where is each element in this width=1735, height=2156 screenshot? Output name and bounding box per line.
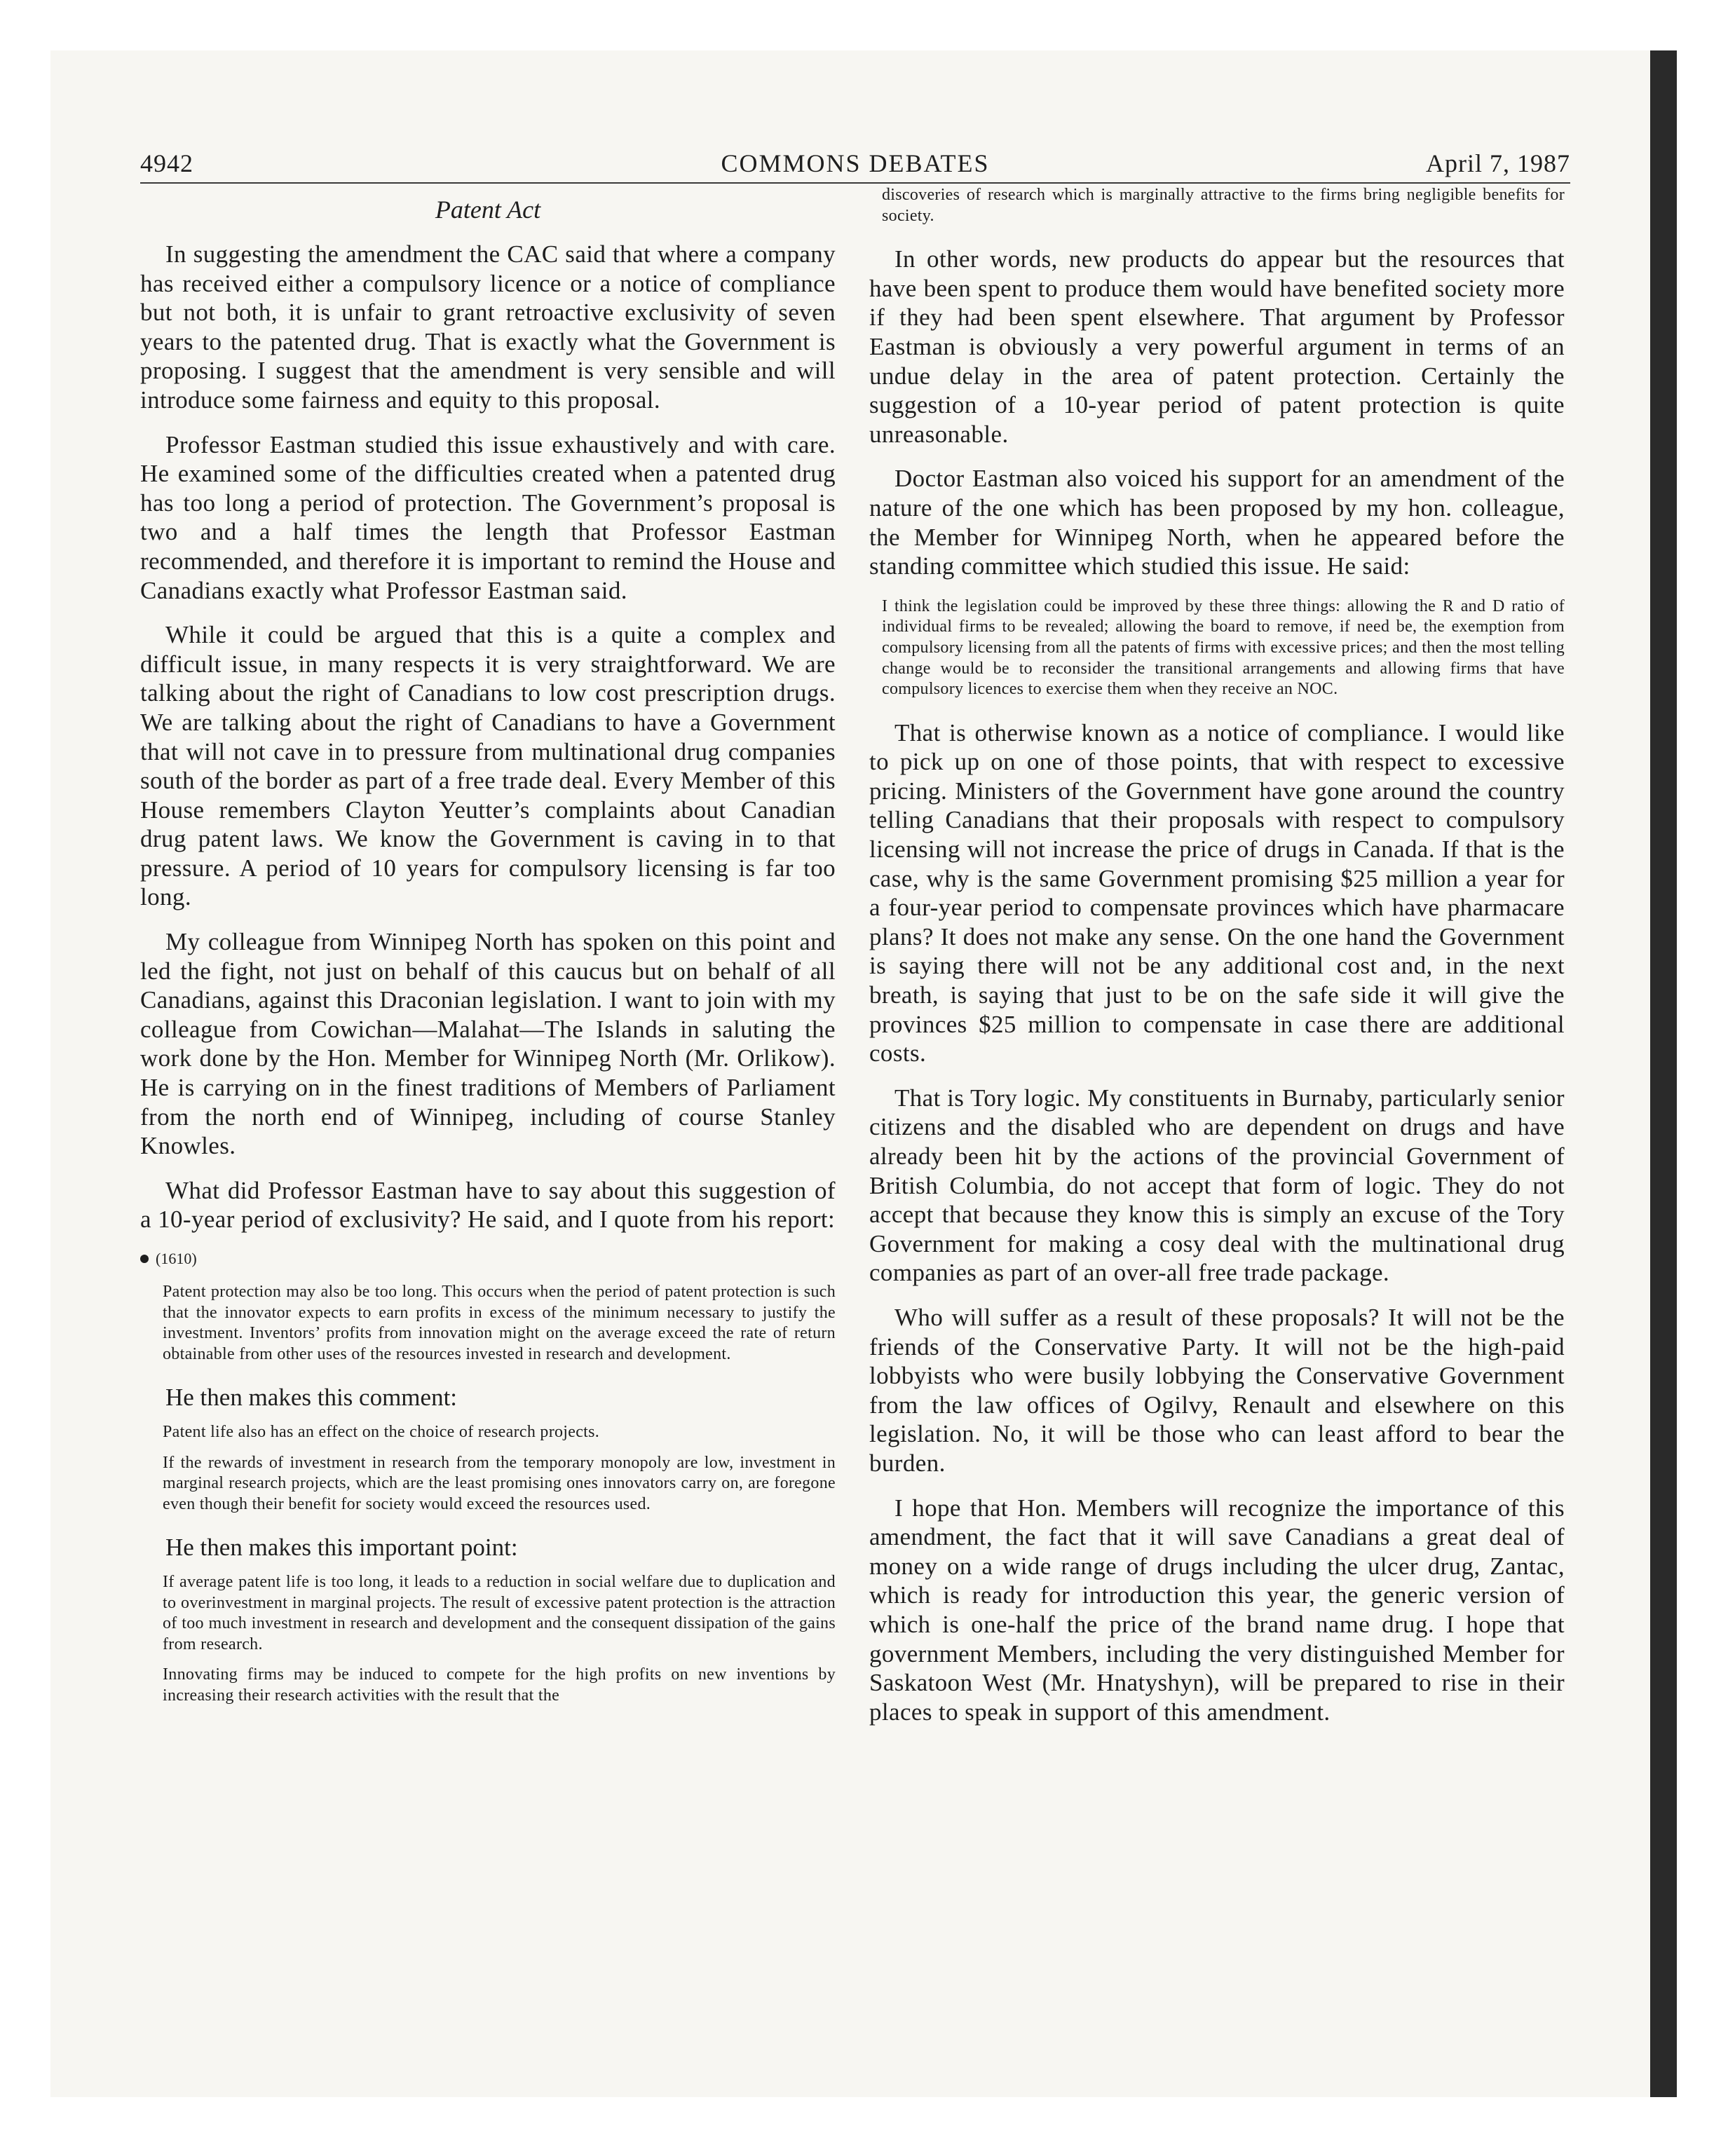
lead-in: He then makes this comment:: [165, 1384, 458, 1412]
paragraph: That is Tory logic. My constituents in Burnaby, particularly senior citizens and the disabled who are dependent on drugs and have already been hit by the actions of the provincial Government of British Columbia, do not accept that form of logic. They do not accept that because they know this is simply an excuse of the Tory Government for making a cosy deal with the multinational drug companies as part of an over-all free trade package.: [869, 1084, 1565, 1287]
paragraph: In suggesting the amendment the CAC said that where a company has received either a compulsory licence or a notice of compliance but not both, it is unfair to grant retroactive exclusivity of seven years to the patented drug. That is exactly what the Government is proposing. I suggest that the amendment is very sensible and will introduce some fairness and equity to this proposal.: [140, 240, 836, 414]
block-quote-continued: [869, 185, 1565, 226]
block-quote: [140, 1422, 836, 1515]
paragraph: I hope that Hon. Members will recognize the importance of this amendment, the fact that it will save Canadians a great deal of money on a wide range of drugs including the ulcer drug, Zantac, which is ready for introduction this year, the generic version of which is one-half the price of the brand name drug. I hope that government Members, including the very distinguished Member for Saskatoon West (Mr. Hnatyshyn), will be prepared to rise in their places to speak in support of this amendment.: [869, 1494, 1565, 1726]
bullet-icon: [140, 1255, 149, 1263]
quote-paragraph: Patent life also has an effect on the choice of research projects.: [163, 1422, 600, 1441]
paragraph: My colleague from Winnipeg North has spoken on this point and led the fight, not just on behalf of this caucus but on behalf of all Canadians, against this Draconian legislation. I want to join with my colleague from Cowichan—Malahat—The Islands in saluting the work done by the Hon. Member for Winnipeg North (Mr. Orlikow). He is carrying on in the finest traditions of Members of Parliament from the north end of Winnipeg, including of course Stanley Knowles.: [140, 928, 836, 1160]
quote-paragraph: I think the legislation could be improved by these three things: allowing the R and D ratio of individual firms to be revealed; allowing the board to remove, if need be, the exemption from compulsory licensing from all the patents of firms with excessive prices; and then the most telling change would be to reconsider the transitional arrangements and allowing firms that have compulsory licences to exercise them when they receive an NOC.: [882, 596, 1565, 699]
block-quote: [140, 1282, 836, 1365]
running-head: Patent Act: [435, 196, 541, 224]
header-date: April 7, 1987: [1426, 149, 1570, 177]
paragraph: That is otherwise known as a notice of compliance. I would like to pick up on one of those points, that with respect to excessive pricing. Ministers of the Government have gone around the country telling Canadians that their proposals with respect to compulsory licensing will not increase the price of drugs in Canada. If that is the case, why is the same Government promising $25 million a year for a four-year period to compensate provinces which have pharmacare plans? It does not make any sense. On the one hand the Government is saying there will not be any additional cost and, in the next breath, is saying that just to be on the safe side it will give the provinces $25 million to compensate in case there are additional costs.: [869, 718, 1565, 1067]
quote-paragraph: discoveries of research which is marginally attractive to the firms bring negligible benefits for society.: [882, 186, 1565, 225]
block-quote: [869, 596, 1565, 700]
time-marker-label: (1610): [156, 1250, 197, 1267]
paragraph: Professor Eastman studied this issue exhaustively and with care. He examined some of the difficulties created when a patented drug has too long a period of protection. The Government’s proposal is two and a half times the length that Professor Eastman recommended, and therefore it is important to remind the House and Canadians exactly what Professor Eastman said.: [140, 430, 836, 604]
paragraph: In other words, new products do appear but the resources that have been spent to produce them would have benefited society more if they had been spent elsewhere. That argument by Professor Eastman is obviously a very powerful argument in terms of an undue delay in the area of patent protection. Certainly the suggestion of a 10-year period of patent protection is quite unreasonable.: [869, 245, 1565, 448]
paragraph: Doctor Eastman also voiced his support for an amendment of the nature of the one which has been proposed by my hon. colleague, the Member for Winnipeg North, when he appeared before the standing committee which studied this issue. He said:: [869, 465, 1565, 580]
publication-title: COMMONS DEBATES: [721, 149, 990, 177]
quote-paragraph: Innovating firms may be induced to compete for the high profits on new inventions by increasing their research activities with the result that the: [163, 1665, 836, 1705]
time-marker: [140, 1250, 836, 1268]
paragraph: While it could be argued that this is a quite a complex and difficult issue, in many respects it is very straightforward. We are talking about the right of Canadians to low cost prescription drugs. We are talking about the right of Canadians to have a Government that will not cave in to pressure from multinational drug companies south of the border as part of a free trade deal. Every Member of this House remembers Clayton Yeutter’s complaints about Canadian drug patent laws. We know the Government is caving in to that pressure. A period of 10 years for compulsory licensing is far too long.: [140, 621, 836, 911]
block-quote: [140, 1572, 836, 1707]
right-column: [869, 186, 1565, 1742]
paragraph: What did Professor Eastman have to say about this suggestion of a 10-year period of exclusivity? He said, and I quote from his report:: [140, 1176, 836, 1234]
quote-paragraph: Patent protection may also be too long. This occurs when the period of patent protection is such that the innovator expects to earn profits in excess of the minimum necessary to justify the investment. Inventors’ profits from innovation might on the average exceed the rate of return obtainable from other uses of the resources invested in research and development.: [163, 1283, 836, 1363]
page-header: [140, 140, 1570, 184]
lead-in: He then makes this important point:: [165, 1534, 518, 1562]
left-column: [140, 189, 836, 1725]
quote-paragraph: If the rewards of investment in research from the temporary monopoly are low, investment in marginal research projects, which are the least promising ones innovators carry on, are foregone even though their benefit for society would exceed the resources used.: [163, 1453, 836, 1513]
scan-edge-bar: [1650, 50, 1677, 2097]
quote-paragraph: If average patent life is too long, it leads to a reduction in social welfare due to duplication and to overinvestment in marginal projects. The result of excessive patent protection is the attraction of too much investment in research and development and the consequent dissipation of the gains from research.: [163, 1572, 836, 1653]
paragraph: Who will suffer as a result of these proposals? It will not be the friends of the Conservative Party. It will not be the high-paid lobbyists who were busily lobbying the Conservative Government from the law offices of Ogilvy, Renault and elsewhere on this legislation. No, it will be those who can least afford to bear the burden.: [869, 1303, 1565, 1477]
page-number: 4942: [140, 149, 193, 177]
